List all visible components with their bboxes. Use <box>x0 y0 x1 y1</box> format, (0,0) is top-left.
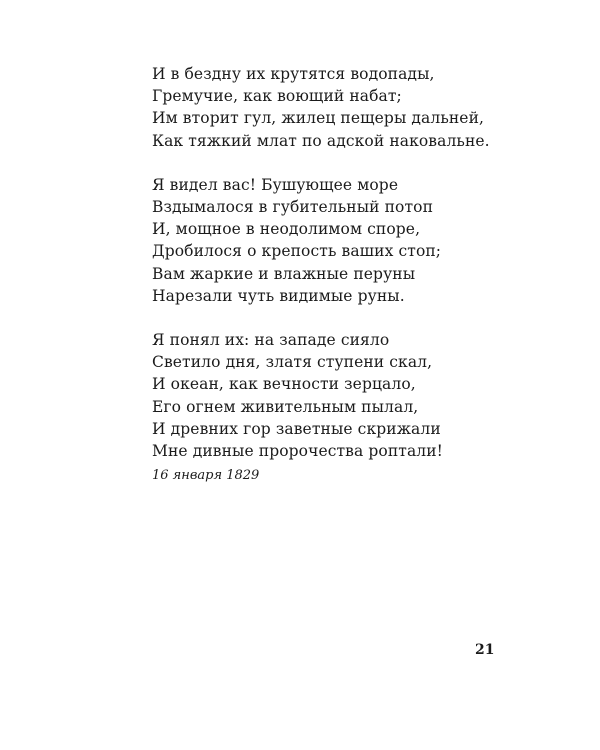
poem-line: Нарезали чуть видимые руны. <box>152 286 405 305</box>
stanza-1 <box>152 63 572 152</box>
poem <box>152 63 572 485</box>
poem-line: Светило дня, златя ступени скал, <box>152 353 433 372</box>
poem-line: Гремучие, как воющий набат; <box>152 87 402 106</box>
poem-line: Мне дивные пророчества роптали! <box>152 442 443 461</box>
poem-line: И древних гор заветные скрижали <box>152 419 441 438</box>
poem-line: И океан, как вечности зерцало, <box>152 375 416 394</box>
page-number: 21 <box>475 642 495 658</box>
poem-line: Им вторит гул, жилец пещеры дальней, <box>152 109 485 128</box>
poem-line: Дробилося о крепость ваших стоп; <box>152 242 442 261</box>
stanza-2 <box>152 174 572 307</box>
poem-line: Вам жаркие и влажные перуны <box>152 264 416 283</box>
poem-line: Вздымалося в губительный потоп <box>152 198 434 217</box>
poem-line: И в бездну их крутятся водопады, <box>152 65 435 83</box>
poem-date: 16 января 1829 <box>152 468 260 484</box>
stanza-3 <box>152 329 572 462</box>
poem-line: Я понял их: на западе сияло <box>152 331 390 350</box>
poem-line: Как тяжкий млат по адской наковальне. <box>152 131 490 150</box>
poem-line: И, мощное в неодолимом споре, <box>152 220 421 239</box>
poem-line: Его огнем живительным пылал, <box>152 397 419 416</box>
poem-line: Я видел вас! Бушующее море <box>152 175 399 194</box>
